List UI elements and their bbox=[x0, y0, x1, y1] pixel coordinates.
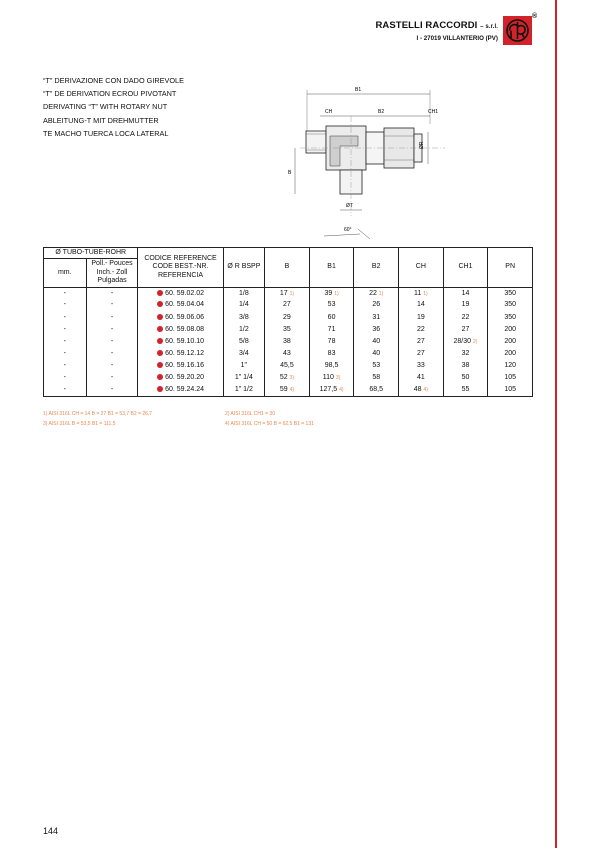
header-ch: CH bbox=[399, 248, 444, 288]
cell-value: 1" 1/2 bbox=[234, 385, 253, 393]
header-mm: mm. bbox=[44, 259, 87, 288]
cell-value: 11 bbox=[414, 289, 422, 297]
header-pn: PN bbox=[488, 248, 533, 288]
cell-mm bbox=[44, 288, 87, 300]
cell-value: 105 bbox=[504, 374, 516, 381]
cell-mm bbox=[44, 372, 87, 384]
cell-note: 1) bbox=[289, 290, 295, 297]
cell-inch bbox=[86, 312, 138, 324]
cell-code bbox=[138, 312, 223, 324]
cell-note: 4) bbox=[423, 386, 428, 393]
cell-ch1 bbox=[443, 312, 488, 324]
cell-r bbox=[223, 348, 265, 360]
cell-b2 bbox=[354, 336, 399, 348]
title-es: TE MACHO TUERCA LOCA LATERAL bbox=[43, 128, 169, 138]
cell-value: - bbox=[63, 349, 66, 357]
header-r: Ø R BSPP bbox=[223, 248, 265, 288]
cell-r bbox=[223, 324, 265, 336]
cell-b1 bbox=[309, 300, 354, 312]
label-r: ØR bbox=[419, 141, 425, 149]
cell-value: 35 bbox=[283, 325, 291, 333]
cell-b bbox=[265, 300, 310, 312]
cell-ch1 bbox=[443, 324, 488, 336]
cell-b bbox=[265, 348, 310, 360]
label-ch1: CH1 bbox=[428, 109, 439, 115]
cell-value: 31 bbox=[372, 313, 381, 321]
cell-ch bbox=[399, 336, 444, 348]
cell-b1 bbox=[309, 360, 354, 372]
cell-value: 19 bbox=[461, 301, 470, 309]
table-row bbox=[44, 288, 533, 300]
cell-note: 3) bbox=[335, 375, 341, 381]
table-row bbox=[44, 324, 533, 336]
cell-pn bbox=[488, 372, 533, 384]
cell-b1 bbox=[309, 372, 354, 384]
cell-b1 bbox=[309, 288, 354, 300]
cell-ch bbox=[399, 324, 444, 336]
cell-value: 120 bbox=[504, 361, 516, 369]
cell-inch bbox=[86, 384, 138, 396]
company-suffix: – s.r.l. bbox=[480, 24, 498, 30]
cell-value: 27 bbox=[416, 349, 425, 357]
cell-ch bbox=[399, 312, 444, 324]
cell-note: 2) bbox=[473, 338, 478, 345]
cell-value: - bbox=[63, 289, 66, 297]
table-row bbox=[44, 336, 533, 348]
cell-value: 22 bbox=[461, 313, 470, 321]
cell-value: 350 bbox=[504, 301, 516, 309]
cell-mm bbox=[44, 312, 87, 324]
cell-inch bbox=[86, 288, 138, 300]
cell-value: - bbox=[110, 289, 114, 297]
cell-value: 71 bbox=[327, 325, 336, 333]
cell-b1 bbox=[309, 348, 354, 360]
red-dot-icon bbox=[157, 301, 163, 307]
product-titles bbox=[43, 74, 184, 140]
cell-code bbox=[138, 348, 223, 360]
cell-value: - bbox=[110, 325, 114, 333]
cell-pn bbox=[488, 312, 533, 324]
footnote-3: 3) AISI 316L B = 53,5 B1 = 111,5 bbox=[43, 421, 116, 427]
cell-value: 53 bbox=[372, 361, 381, 369]
cell-inch bbox=[86, 336, 138, 348]
cell-value: 60. 59.04.04 bbox=[165, 301, 204, 309]
label-b2: B2 bbox=[378, 109, 385, 115]
cell-value: 27 bbox=[416, 337, 425, 345]
cell-pn bbox=[488, 348, 533, 360]
cell-value: 200 bbox=[504, 325, 516, 333]
footnote-4: 4) AISI 316L CH = 50 B = 62,5 B1 = 131 bbox=[225, 421, 314, 427]
cell-ch bbox=[399, 288, 444, 300]
cell-value: - bbox=[110, 349, 114, 357]
cell-value: 19 bbox=[416, 313, 425, 321]
cell-code bbox=[138, 384, 223, 396]
red-dot-icon bbox=[157, 362, 163, 368]
cell-note: 1) bbox=[334, 290, 339, 297]
cell-value: 1/4 bbox=[238, 301, 249, 309]
cell-r bbox=[223, 360, 265, 372]
cell-b bbox=[265, 384, 310, 396]
title-it: “T” DERIVAZIONE CON DADO GIREVOLE bbox=[43, 76, 184, 85]
cell-inch bbox=[86, 324, 138, 336]
cell-ch bbox=[399, 348, 444, 360]
cell-ch bbox=[399, 360, 444, 372]
header-inch: Poll.- Pouces Inch.- Zoll Pulgadas bbox=[86, 259, 138, 288]
cell-b2 bbox=[354, 372, 399, 384]
cell-inch bbox=[86, 360, 138, 372]
cell-r bbox=[223, 384, 265, 396]
cell-note: 4) bbox=[289, 386, 295, 393]
cell-b2 bbox=[354, 348, 399, 360]
cell-code bbox=[138, 360, 223, 372]
cell-b1 bbox=[309, 324, 354, 336]
cell-b2 bbox=[354, 360, 399, 372]
cell-value: 3/4 bbox=[238, 349, 249, 357]
red-dot-icon bbox=[157, 338, 163, 344]
cell-value: 60. 59.08.08 bbox=[165, 325, 204, 333]
cell-ch1 bbox=[443, 336, 488, 348]
cell-value: 60. 59.06.06 bbox=[165, 313, 204, 321]
cell-value: 43 bbox=[283, 349, 291, 357]
cell-value: - bbox=[63, 313, 66, 321]
cell-value: 36 bbox=[372, 325, 381, 333]
cell-value: 60. 59.12.12 bbox=[165, 349, 204, 357]
cell-inch bbox=[86, 348, 138, 360]
table-row bbox=[44, 372, 533, 384]
cell-value: 50 bbox=[461, 374, 470, 381]
cell-value: - bbox=[63, 325, 66, 333]
cell-value: 40 bbox=[372, 337, 381, 345]
cell-r bbox=[223, 300, 265, 312]
cell-b2 bbox=[354, 300, 399, 312]
cell-b1 bbox=[309, 336, 354, 348]
cell-value: 105 bbox=[504, 385, 516, 393]
cell-value: 83 bbox=[327, 349, 336, 357]
cell-value: 350 bbox=[504, 289, 516, 297]
cell-pn bbox=[488, 384, 533, 396]
header-ch1: CH1 bbox=[443, 248, 488, 288]
cell-value: 45,5 bbox=[280, 361, 294, 369]
footnote-2: 2) AISI 316L CH1 = 30 bbox=[225, 411, 275, 417]
label-ch: CH bbox=[325, 109, 333, 115]
header-b: B bbox=[265, 248, 310, 288]
label-b: B bbox=[288, 170, 292, 176]
cell-b bbox=[265, 336, 310, 348]
cell-value: 1/8 bbox=[238, 289, 249, 297]
cell-note: 1) bbox=[423, 290, 428, 297]
cell-code bbox=[138, 324, 223, 336]
cell-value: 27 bbox=[283, 301, 291, 309]
company-address: I - 27019 VILLANTERIO (PV) bbox=[416, 35, 498, 42]
cell-value: - bbox=[63, 301, 66, 309]
cell-value: 39 bbox=[324, 289, 333, 297]
cell-value: 27 bbox=[461, 325, 470, 333]
cell-ch1 bbox=[443, 360, 488, 372]
red-dot-icon bbox=[157, 326, 163, 332]
cell-ch1 bbox=[443, 288, 488, 300]
cell-mm bbox=[44, 360, 87, 372]
cell-r bbox=[223, 288, 265, 300]
cell-r bbox=[223, 372, 265, 384]
red-dot-icon bbox=[157, 386, 163, 392]
cell-mm bbox=[44, 300, 87, 312]
red-margin-line bbox=[555, 0, 557, 848]
cell-value: 68,5 bbox=[369, 385, 384, 393]
red-dot-icon bbox=[157, 314, 163, 320]
cell-value: 5/8 bbox=[238, 337, 249, 345]
title-fr: “T” DE DERIVATION ECROU PIVOTANT bbox=[43, 89, 177, 99]
page-number: 144 bbox=[43, 826, 59, 836]
cell-r bbox=[223, 336, 265, 348]
cell-value: - bbox=[63, 337, 66, 345]
cell-pn bbox=[488, 324, 533, 336]
cell-value: - bbox=[63, 385, 66, 393]
cell-b2 bbox=[354, 312, 399, 324]
cell-ch bbox=[399, 384, 444, 396]
cell-code bbox=[138, 372, 223, 384]
cell-ch1 bbox=[443, 348, 488, 360]
cell-mm bbox=[44, 336, 87, 348]
cell-ch1 bbox=[443, 372, 488, 384]
cell-b2 bbox=[354, 384, 399, 396]
label-b1: B1 bbox=[355, 87, 362, 93]
cell-value: 52 bbox=[279, 374, 288, 381]
cell-value: 22 bbox=[369, 289, 377, 297]
cell-note: 4) bbox=[339, 386, 344, 393]
cell-value: 40 bbox=[372, 349, 381, 357]
red-dot-icon bbox=[157, 374, 163, 380]
cell-value: 200 bbox=[504, 337, 516, 345]
registered-mark-icon: ® bbox=[532, 13, 538, 20]
cell-value: 58 bbox=[372, 374, 381, 381]
cell-value: - bbox=[110, 385, 114, 393]
cell-b2 bbox=[354, 324, 399, 336]
cell-value: 38 bbox=[461, 361, 470, 369]
cell-ch1 bbox=[443, 300, 488, 312]
cell-value: 60. 59.02.02 bbox=[165, 289, 204, 297]
cell-value: 110 bbox=[322, 374, 334, 381]
cell-value: 350 bbox=[504, 313, 516, 321]
technical-drawing bbox=[280, 76, 460, 244]
table-row bbox=[44, 300, 533, 312]
cell-value: 60. 59.16.16 bbox=[165, 361, 204, 369]
cell-value: 28/30 bbox=[453, 337, 472, 345]
cell-value: 60 bbox=[327, 313, 336, 321]
cell-value: 60. 59.10.10 bbox=[165, 337, 204, 345]
footnote-1: 1) AISI 316L CH = 14 B = 27 B1 = 53,7 B2 = 26,7 bbox=[43, 411, 153, 417]
cell-mm bbox=[44, 384, 87, 396]
cell-value: 48 bbox=[413, 385, 422, 393]
cell-value: 26 bbox=[372, 301, 381, 309]
cell-value: 127,5 bbox=[319, 385, 338, 393]
cell-b bbox=[265, 372, 310, 384]
label-t: ØT bbox=[346, 203, 353, 209]
cell-note: 1) bbox=[378, 290, 384, 297]
cell-value: 55 bbox=[461, 385, 470, 393]
cell-r bbox=[223, 312, 265, 324]
table-row bbox=[44, 312, 533, 324]
cell-value: 17 bbox=[279, 289, 288, 297]
cell-value: 1" 1/4 bbox=[234, 374, 253, 381]
cell-value: 3/8 bbox=[238, 313, 249, 321]
cell-value: - bbox=[110, 301, 114, 309]
cell-value: 22 bbox=[416, 325, 425, 333]
cell-value: 98,5 bbox=[324, 361, 339, 369]
cell-pn bbox=[488, 336, 533, 348]
table-row bbox=[44, 360, 533, 372]
cell-code bbox=[138, 300, 223, 312]
cell-b bbox=[265, 288, 310, 300]
cell-b1 bbox=[309, 384, 354, 396]
specification-table bbox=[43, 247, 533, 397]
cell-ch bbox=[399, 300, 444, 312]
cell-value: 60. 59.24.24 bbox=[165, 385, 204, 393]
cell-value: 14 bbox=[416, 301, 425, 309]
cell-mm bbox=[44, 348, 87, 360]
cell-b bbox=[265, 312, 310, 324]
cell-value: 29 bbox=[283, 313, 291, 321]
company-name-text: RASTELLI RACCORDI bbox=[375, 20, 478, 31]
header-b2: B2 bbox=[354, 248, 399, 288]
company-name bbox=[360, 20, 498, 31]
cell-value: 32 bbox=[461, 349, 470, 357]
cell-value: - bbox=[63, 374, 66, 381]
cell-value: 1" bbox=[240, 361, 248, 369]
cell-value: - bbox=[110, 313, 114, 321]
cell-b1 bbox=[309, 312, 354, 324]
cell-note: 3) bbox=[289, 375, 295, 381]
red-dot-icon bbox=[157, 350, 163, 356]
cell-inch bbox=[86, 372, 138, 384]
cell-value: 33 bbox=[416, 361, 425, 369]
cell-b bbox=[265, 324, 310, 336]
table-row bbox=[44, 384, 533, 396]
header-tube: Ø TUBO-TUBE-ROHR bbox=[44, 248, 138, 259]
cell-value: - bbox=[63, 361, 66, 369]
cell-mm bbox=[44, 324, 87, 336]
title-de: ABLEITUNG-T MIT DREHMUTTER bbox=[43, 115, 159, 125]
cell-pn bbox=[488, 360, 533, 372]
cell-value: 1/2 bbox=[238, 325, 249, 333]
rastelli-logo-icon bbox=[503, 16, 532, 45]
label-angle: 60° bbox=[344, 227, 352, 233]
cell-inch bbox=[86, 300, 138, 312]
cell-value: 38 bbox=[283, 337, 291, 345]
header-b1: B1 bbox=[309, 248, 354, 288]
cell-value: 60. 59.20.20 bbox=[165, 374, 204, 381]
cell-value: 78 bbox=[327, 337, 336, 345]
cell-ch1 bbox=[443, 384, 488, 396]
red-dot-icon bbox=[157, 290, 163, 296]
cell-value: 200 bbox=[504, 349, 516, 357]
cell-value: 41 bbox=[416, 374, 425, 381]
header-codice: CODICE REFERENCE CODE BEST.-NR. REFERENCIA bbox=[138, 248, 223, 288]
cell-code bbox=[138, 336, 223, 348]
cell-value: 53 bbox=[327, 301, 336, 309]
cell-value: 14 bbox=[461, 289, 470, 297]
title-en: DERIVATING “T” WITH ROTARY NUT bbox=[43, 102, 168, 112]
cell-value: - bbox=[110, 374, 114, 381]
cell-pn bbox=[488, 288, 533, 300]
cell-ch bbox=[399, 372, 444, 384]
cell-value: - bbox=[110, 361, 114, 369]
cell-code bbox=[138, 288, 223, 300]
cell-value: 59 bbox=[279, 385, 288, 393]
table-row bbox=[44, 348, 533, 360]
cell-b2 bbox=[354, 288, 399, 300]
cell-b bbox=[265, 360, 310, 372]
cell-pn bbox=[488, 300, 533, 312]
cell-value: - bbox=[110, 337, 114, 345]
